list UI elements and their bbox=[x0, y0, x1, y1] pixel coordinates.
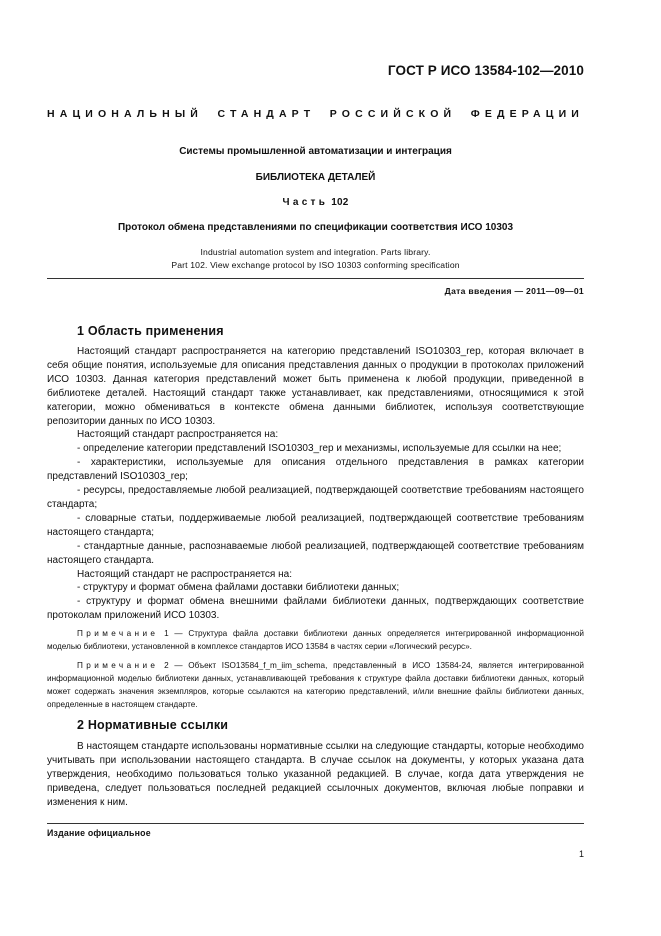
note-2 bbox=[47, 659, 584, 711]
title-divider bbox=[47, 278, 584, 279]
section-2-heading: 2 Нормативные ссылки bbox=[77, 718, 229, 732]
scope-list-item: - словарные статьи, поддерживаемые любой реализацией, подтверждающей соответствие требованиям настоящего стандарта; bbox=[47, 512, 584, 538]
note-1-label: Примечание bbox=[77, 629, 159, 639]
note-2-label: Примечание bbox=[77, 661, 159, 671]
standard-number: ГОСТ Р ИСО 13584-102—2010 bbox=[387, 63, 584, 78]
library-title: БИБЛИОТЕКА ДЕТАЛЕЙ bbox=[255, 172, 376, 183]
scope-list-item: - ресурсы, предоставляемые любой реализацией, подтверждающей соответствие требованиям настоящего стандарта; bbox=[47, 485, 584, 510]
scope-paragraph-2: Настоящий стандарт распространяется на: bbox=[77, 429, 279, 441]
scope-paragraph-1: Настоящий стандарт распространяется на категорию представлений ISO10303_rep, которая включает в себя общие понятия, используемые для описания представления данных о продукции в протоколах приложений ИСО 10303. Данная категория представлений может быть применена к любой продукции, приведенной в библиотеке деталей. Настоящий стандарт также устанавливает, как представлениями, относящимися к этой категории, можно обмениваться в контексте обмена данными библиотек, используя соответствующие репозитории данных по ИСО 10303. bbox=[47, 346, 584, 427]
part-line bbox=[47, 196, 584, 209]
introduction-date: Дата введения — 2011—09—01 bbox=[444, 286, 584, 296]
exclusion-list-item: - структуру и формат обмена внешними файлами библиотеки данных, подтверждающих соответствие протоколам приложений ИСО 10303. bbox=[47, 596, 584, 622]
part-label: Часть bbox=[282, 197, 329, 208]
document-page bbox=[47, 0, 584, 936]
footer-divider bbox=[47, 823, 584, 824]
section-2-body bbox=[47, 740, 584, 810]
note-1 bbox=[47, 627, 584, 653]
english-title-line-1: Industrial automation system and integration. Parts library. bbox=[200, 247, 431, 257]
national-standard-banner: НАЦИОНАЛЬНЫЙ СТАНДАРТ РОССИЙСКОЙ ФЕДЕРАЦИИ bbox=[47, 108, 584, 120]
section-1-heading: 1 Область применения bbox=[77, 324, 224, 338]
scope-list-item: - стандартные данные, распознаваемые любой реализацией, подтверждающей соответствие требованиям настоящего стандарта. bbox=[47, 540, 584, 566]
exclusion-list-item: - структуру и формат обмена файлами доставки библиотеки данных; bbox=[77, 582, 400, 594]
note-1-text: 1 — Структура файла доставки библиотеки данных определяется интегрированной информационной моделью библиотеки, установленной в комплексе стандартов ИСО 13584 в частях серии «Логический ресурс». bbox=[47, 629, 585, 652]
references-paragraph: В настоящем стандарте использованы нормативные ссылки на следующие стандарты, которые необходимо учитывать при использовании настоящего стандарта. В случае ссылок на документы, у которых указана дата утверждения, необходимо пользоваться только указанной редакцией. В случае, когда дата утверждения не приведена, следует пользоваться последней редакцией ссылочных документов, включая любые поправки и изменения к ним. bbox=[47, 741, 584, 808]
scope-paragraph-3: Настоящий стандарт не распространяется на: bbox=[77, 568, 292, 580]
series-title: Системы промышленной автоматизации и интеграция bbox=[179, 146, 452, 157]
title-block bbox=[47, 145, 584, 272]
part-number: 102 bbox=[331, 197, 349, 208]
official-edition-label: Издание официальное bbox=[47, 828, 151, 838]
section-1-body bbox=[47, 345, 584, 711]
scope-list-item: - характеристики, используемые для описания отдельного представления в рамках категории представлений ISO10303_rep; bbox=[47, 457, 584, 483]
note-2-text: 2 — Объект ISO13584_f_m_iim_schema, представленный в ИСО 13584-24, является интегрированной информационной моделью библиотеки данных, устанавливающей требования к структуре файла доставки библиотеки данных, который может содержать значения экземпляров, которые ссылаются на категорию представлений, и/или внешние файлы библиотеки данных, определенные в настоящем стандарте. bbox=[47, 661, 584, 710]
page-number: 1 bbox=[578, 849, 584, 859]
english-title-line-2: Part 102. View exchange protocol by ISO 10303 conforming specification bbox=[171, 260, 460, 270]
scope-list-item: - определение категории представлений ISO10303_rep и механизмы, используемые для ссылки на нее; bbox=[77, 443, 562, 455]
subject-title: Протокол обмена представлениями по спецификации соответствия ИСО 10303 bbox=[117, 222, 514, 233]
